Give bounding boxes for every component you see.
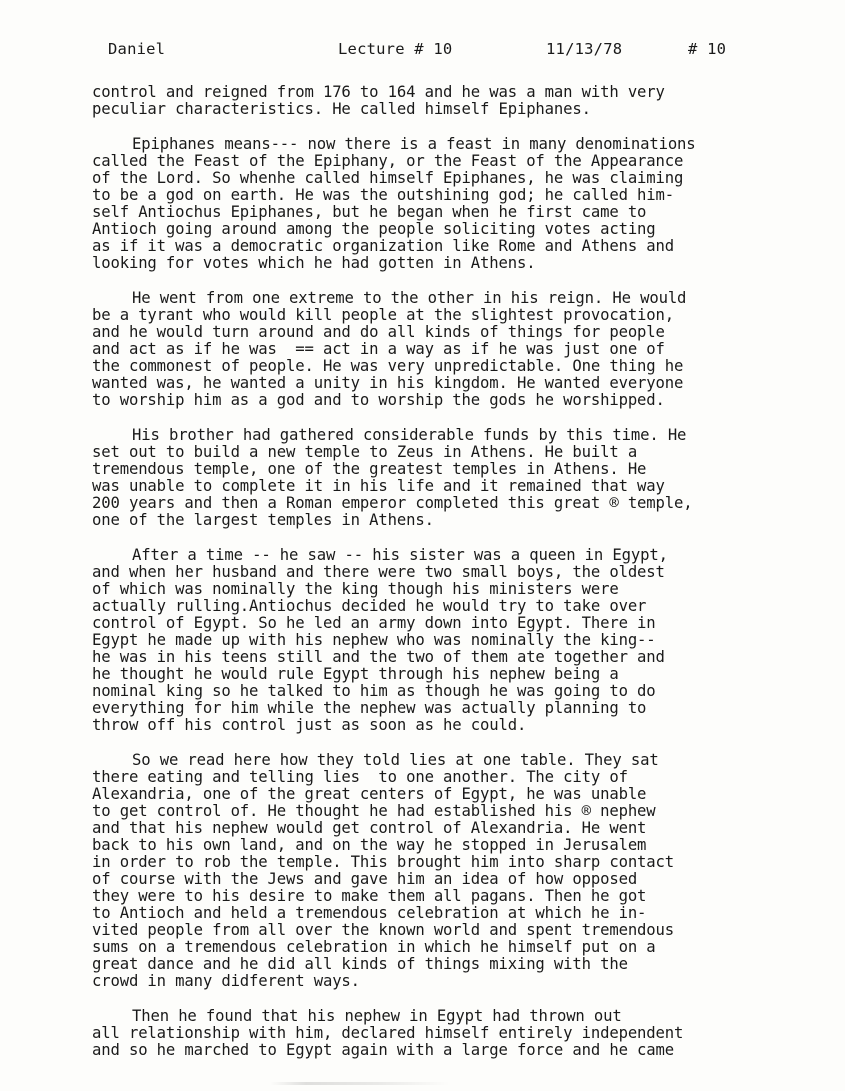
text-line: of which was nominally the king though his ministers were bbox=[92, 580, 619, 598]
lecture-transcript-body bbox=[92, 84, 772, 1077]
text-line: Then he found that his nephew in Egypt had thrown out bbox=[132, 1007, 622, 1025]
text-line: everything for him while the nephew was actually planning to bbox=[92, 699, 647, 717]
text-line: looking for votes which he had gotten in Athens. bbox=[92, 254, 536, 272]
text-line: Epiphanes means--- now there is a feast in many denominations bbox=[132, 135, 696, 153]
text-line: and he would turn around and do all kinds of things for people bbox=[92, 323, 665, 341]
text-line: self Antiochus Epiphanes, but he began when he first came to bbox=[92, 203, 647, 221]
text-line: actually rulling.Antiochus decided he would try to take over bbox=[92, 597, 647, 615]
text-line: the commonest of people. He was very unpredictable. One thing he bbox=[92, 357, 684, 375]
text-line: tremendous temple, one of the greatest temples in Athens. He bbox=[92, 460, 647, 478]
text-line: set out to build a new temple to Zeus in Athens. He built a bbox=[92, 443, 638, 461]
text-line: and when her husband and there were two small boys, the oldest bbox=[92, 563, 665, 581]
text-line: sums on a tremendous celebration in which he himself put on a bbox=[92, 938, 656, 956]
text-line: he was in his teens still and the two of them ate together and bbox=[92, 648, 665, 666]
text-line: 200 years and then a Roman emperor completed this great ® temple, bbox=[92, 494, 693, 512]
text-line: they were to his desire to make them all pagans. Then he got bbox=[92, 887, 647, 905]
paragraph bbox=[92, 136, 772, 272]
header-date: 11/13/78 bbox=[546, 40, 623, 58]
text-line: So we read here how they told lies at one table. They sat bbox=[132, 751, 659, 769]
text-line: He went from one extreme to the other in his reign. He would bbox=[132, 289, 687, 307]
header-book-name: Daniel bbox=[108, 40, 166, 58]
text-line: in order to rob the temple. This brought him into sharp contact bbox=[92, 853, 675, 871]
text-line: he thought he would rule Egypt through his nephew being a bbox=[92, 665, 619, 683]
text-line: back to his own land, and on the way he stopped in Jerusalem bbox=[92, 836, 647, 854]
text-line: His brother had gathered considerable funds by this time. He bbox=[132, 426, 687, 444]
text-line: of the Lord. So whenhe called himself Epiphanes, he was claiming bbox=[92, 169, 684, 187]
text-line: and so he marched to Egypt again with a large force and he came bbox=[92, 1041, 675, 1059]
text-line: Egypt he made up with his nephew who was nominally the king-- bbox=[92, 631, 656, 649]
text-line: Alexandria, one of the great centers of Egypt, he was unable bbox=[92, 785, 647, 803]
text-line: to Antioch and held a tremendous celebration at which he in- bbox=[92, 904, 647, 922]
header-page-number: # 10 bbox=[688, 40, 727, 58]
text-line: wanted was, he wanted a unity in his kingdom. He wanted everyone bbox=[92, 374, 684, 392]
text-line: control of Egypt. So he led an army down into Egypt. There in bbox=[92, 614, 656, 632]
text-line: vited people from all over the known world and spent tremendous bbox=[92, 921, 675, 939]
paragraph bbox=[92, 752, 772, 990]
text-line: and that his nephew would get control of Alexandria. He went bbox=[92, 819, 647, 837]
text-line: to be a god on earth. He was the outshining god; he called him- bbox=[92, 186, 675, 204]
text-line: Antioch going around among the people soliciting votes acting bbox=[92, 220, 656, 238]
paragraph bbox=[92, 290, 772, 409]
text-line: of course with the Jews and gave him an idea of how opposed bbox=[92, 870, 638, 888]
page-header bbox=[108, 40, 748, 60]
text-line: After a time -- he saw -- his sister was a queen in Egypt, bbox=[132, 546, 668, 564]
text-line: crowd in many didferent ways. bbox=[92, 972, 360, 990]
text-line: to get control of. He thought he had established his ® nephew bbox=[92, 802, 656, 820]
text-line: was unable to complete it in his life and it remained that way bbox=[92, 477, 665, 495]
paragraph bbox=[92, 427, 772, 529]
text-line: great dance and he did all kinds of things mixing with the bbox=[92, 955, 628, 973]
text-line: to worship him as a god and to worship the gods he worshipped. bbox=[92, 391, 665, 409]
text-line: control and reigned from 176 to 164 and he was a man with very bbox=[92, 83, 665, 101]
header-lecture: Lecture # 10 bbox=[338, 40, 453, 58]
scan-artifact bbox=[270, 1082, 450, 1085]
text-line: one of the largest temples in Athens. bbox=[92, 511, 434, 529]
text-line: nominal king so he talked to him as though he was going to do bbox=[92, 682, 656, 700]
paragraph bbox=[92, 547, 772, 734]
paragraph bbox=[92, 1008, 772, 1059]
text-line: as if it was a democratic organization like Rome and Athens and bbox=[92, 237, 675, 255]
text-line: all relationship with him, declared himself entirely independent bbox=[92, 1024, 684, 1042]
text-line: and act as if he was == act in a way as if he was just one of bbox=[92, 340, 665, 358]
text-line: there eating and telling lies to one another. The city of bbox=[92, 768, 628, 786]
text-line: peculiar characteristics. He called himself Epiphanes. bbox=[92, 100, 591, 118]
text-line: called the Feast of the Epiphany, or the Feast of the Appearance bbox=[92, 152, 684, 170]
paragraph bbox=[92, 84, 772, 118]
text-line: throw off his control just as soon as he could. bbox=[92, 716, 527, 734]
text-line: be a tyrant who would kill people at the slightest provocation, bbox=[92, 306, 675, 324]
